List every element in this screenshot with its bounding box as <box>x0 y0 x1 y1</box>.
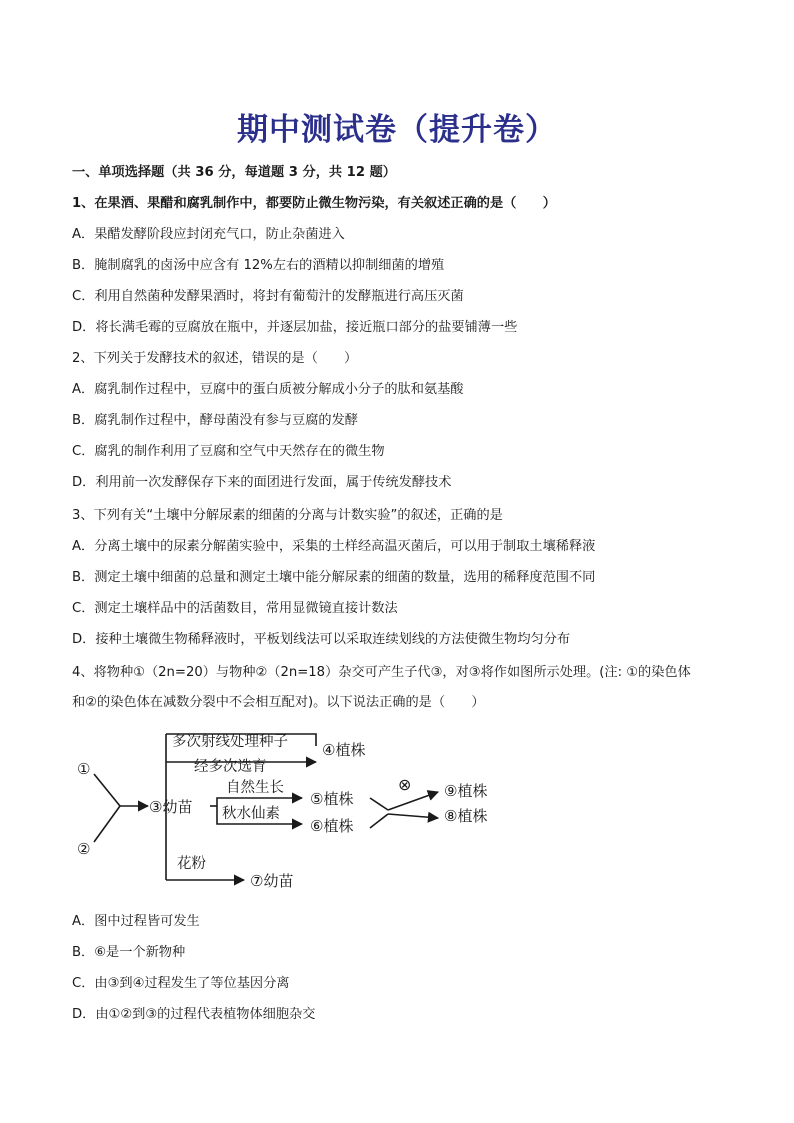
breeding-diagram <box>72 722 512 900</box>
question-1-option-a: A．果醋发酵阶段应封闭充气口，防止杂菌进入 <box>72 227 345 242</box>
question-2-stem: 2、下列关于发酵技术的叙述，错误的是（ ） <box>72 351 358 366</box>
arrow-to-plant-8 <box>388 814 438 818</box>
branch-to-plant-5 <box>217 798 302 806</box>
question-3-option-a: A．分离土壤中的尿素分解菌实验中，采集的土样经高温灭菌后，可以用于制取土壤稀释液 <box>72 539 596 554</box>
question-3-option-b: B．测定土壤中细菌的总量和测定土壤中能分解尿素的细菌的数量，选用的稀释度范围不同 <box>72 570 596 585</box>
natural-growth-label: 自然生长 <box>226 780 284 796</box>
plant-8-label: ⑧植株 <box>444 807 488 825</box>
converge-line-1 <box>94 774 120 806</box>
selection-label: 经多次选育 <box>194 759 267 775</box>
plant-6-converge <box>370 814 388 828</box>
question-4-option-a: A．图中过程皆可发生 <box>72 914 200 929</box>
question-2-option-c: C．腐乳的制作利用了豆腐和空气中天然存在的微生物 <box>72 444 385 459</box>
question-1-option-b: B．腌制腐乳的卤汤中应含有 12%左右的酒精以抑制细菌的增殖 <box>72 258 445 273</box>
arrow-to-plant-9 <box>388 792 438 810</box>
radiation-label: 多次射线处理种子 <box>172 734 288 750</box>
question-4-option-c: C．由③到④过程发生了等位基因分离 <box>72 976 290 991</box>
plant-4-label: ④植株 <box>322 741 366 759</box>
question-1-option-c: C．利用自然菌种发酵果酒时，将封有葡萄汁的发酵瓶进行高压灭菌 <box>72 289 464 304</box>
plant-9-label: ⑨植株 <box>444 782 488 800</box>
self-cross-symbol: ⊗ <box>398 775 412 794</box>
converge-line-2 <box>94 806 120 842</box>
page-title: 期中测试卷（提升卷） <box>237 112 557 148</box>
question-3-option-d: D．接种土壤微生物稀释液时，平板划线法可以采取连续划线的方法使微生物均匀分布 <box>72 632 571 647</box>
species-2-label: ② <box>77 840 91 858</box>
question-4-stem-line-2: 和②的染色体在减数分裂中不会相互配对)。以下说法正确的是（ ） <box>72 695 485 710</box>
question-2-option-b: B．腐乳制作过程中，酵母菌没有参与豆腐的发酵 <box>72 413 358 428</box>
plant-5-label: ⑤植株 <box>310 790 354 808</box>
seedling-3-label: ③幼苗 <box>149 798 193 816</box>
question-1-option-d: D．将长满毛霉的豆腐放在瓶中，并逐层加盐，接近瓶口部分的盐要铺薄一些 <box>72 320 518 335</box>
question-2-option-d: D．利用前一次发酵保存下来的面团进行发面，属于传统发酵技术 <box>72 475 452 490</box>
question-2-option-a: A．腐乳制作过程中，豆腐中的蛋白质被分解成小分子的肽和氨基酸 <box>72 382 464 397</box>
question-3-option-c: C．测定土壤样品中的活菌数目，常用显微镜直接计数法 <box>72 601 398 616</box>
question-1-stem: 1、在果酒、果醋和腐乳制作中，都要防止微生物污染，有关叙述正确的是（ ） <box>72 196 556 211</box>
seedling-7-label: ⑦幼苗 <box>250 872 294 890</box>
question-4-stem-line-1: 4、将物种①（2n=20）与物种②（2n=18）杂交可产生子代③，对③将作如图所示处理。(注: ①的染色体 <box>72 665 691 680</box>
section-heading: 一、单项选择题（共 36 分，每道题 3 分，共 12 题） <box>72 165 396 180</box>
question-4-option-d: D．由①②到③的过程代表植物体细胞杂交 <box>72 1007 316 1022</box>
pollen-label: 花粉 <box>177 856 206 872</box>
plant-6-label: ⑥植株 <box>310 817 354 835</box>
species-1-label: ① <box>77 760 91 778</box>
plant-5-converge <box>370 798 388 810</box>
colchicine-label: 秋水仙素 <box>222 806 280 822</box>
question-4-option-b: B．⑥是一个新物种 <box>72 945 186 960</box>
question-3-stem: 3、下列有关“土壤中分解尿素的细菌的分离与计数实验”的叙述，正确的是 <box>72 508 503 523</box>
